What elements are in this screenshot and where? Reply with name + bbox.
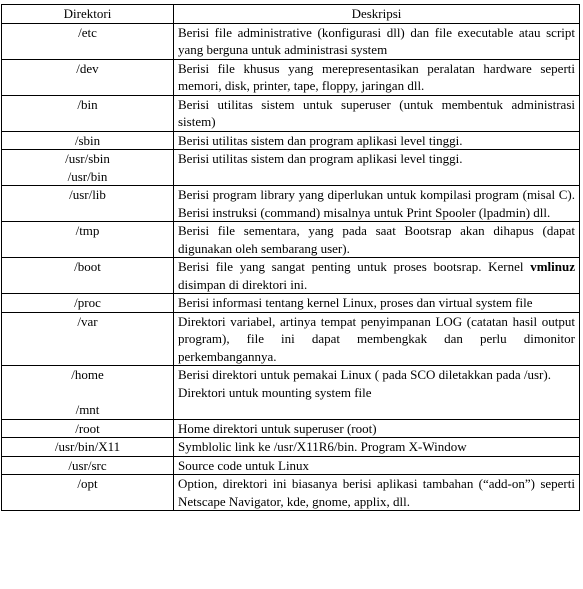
description-cell: Direktori variabel, artinya tempat penyimpanan LOG (catatan hasil output program), file ini dapat membengkak dan perlu dimonitor perkembangannya. <box>174 312 580 366</box>
table-row <box>2 186 580 222</box>
description-text: disimpan di direktori ini. <box>178 276 308 292</box>
directory-table <box>1 4 580 511</box>
table-row <box>2 222 580 258</box>
directory-cell: /sbin <box>2 131 174 150</box>
description-cell: Berisi file khusus yang merepresentasikan peralatan hardware seperti memori, disk, printer, tape, floppy, jaringan dll. <box>174 59 580 95</box>
description-text: Berisi direktori untuk pemakai Linux ( pada SCO diletakkan pada /usr). <box>178 367 551 382</box>
description-cell: Source code untuk Linux <box>174 456 580 475</box>
table-row <box>2 419 580 438</box>
directory-name: /usr/sbin <box>65 151 110 166</box>
description-cell: Berisi file administrative (konfigurasi dll) dan file executable atau script yang berguna untuk administrasi system <box>174 23 580 59</box>
table-row <box>2 294 580 313</box>
description-cell: Symblolic link ke /usr/X11R6/bin. Program X-Window <box>174 438 580 457</box>
table-row <box>2 366 580 420</box>
directory-cell: /root <box>2 419 174 438</box>
directory-cell: /usr/src <box>2 456 174 475</box>
directory-cell <box>2 150 174 186</box>
directory-cell: /tmp <box>2 222 174 258</box>
directory-cell: /etc <box>2 23 174 59</box>
directory-name: /usr/bin <box>67 168 108 184</box>
directory-cell: /proc <box>2 294 174 313</box>
table-row <box>2 59 580 95</box>
description-text: Berisi file yang sangat penting untuk proses bootsrap. Kernel <box>178 259 531 274</box>
description-cell: Berisi utilitas sistem dan program aplikasi level tinggi. <box>174 150 580 186</box>
table-row <box>2 150 580 186</box>
directory-cell: /dev <box>2 59 174 95</box>
directory-cell: /usr/bin/X11 <box>2 438 174 457</box>
kernel-name: vmlinuz <box>530 259 575 274</box>
directory-cell: /bin <box>2 95 174 131</box>
description-cell <box>174 366 580 420</box>
description-cell: Berisi program library yang diperlukan untuk kompilasi program (misal C). Berisi instruksi (command) misalnya untuk Print Spooler (lpadmin) dll. <box>174 186 580 222</box>
description-text: Direktori untuk mounting system file <box>178 384 372 400</box>
description-cell <box>174 258 580 294</box>
header-directory: Direktori <box>2 5 174 24</box>
table-row <box>2 475 580 511</box>
table-row <box>2 456 580 475</box>
description-cell: Option, direktori ini biasanya berisi aplikasi tambahan (“add-on”) seperti Netscape Navigator, kde, gnome, applix, dll. <box>174 475 580 511</box>
description-cell: Berisi file sementara, yang pada saat Bootsrap akan dihapus (dapat digunakan oleh sembarang user). <box>174 222 580 258</box>
table-header-row <box>2 5 580 24</box>
description-cell: Home direktori untuk superuser (root) <box>174 419 580 438</box>
table-row <box>2 95 580 131</box>
description-cell: Berisi utilitas sistem dan program aplikasi level tinggi. <box>174 131 580 150</box>
description-cell: Berisi informasi tentang kernel Linux, proses dan virtual system file <box>174 294 580 313</box>
table-row <box>2 258 580 294</box>
table-row <box>2 23 580 59</box>
directory-cell <box>2 366 174 420</box>
table-row <box>2 438 580 457</box>
table-row <box>2 131 580 150</box>
directory-name: /mnt <box>75 402 100 417</box>
description-cell: Berisi utilitas sistem untuk superuser (untuk membentuk administrasi sistem) <box>174 95 580 131</box>
directory-name: /home <box>71 367 104 382</box>
directory-cell: /usr/lib <box>2 186 174 222</box>
directory-cell: /boot <box>2 258 174 294</box>
header-description: Deskripsi <box>174 5 580 24</box>
directory-cell: /var <box>2 312 174 366</box>
table-row <box>2 312 580 366</box>
directory-cell: /opt <box>2 475 174 511</box>
